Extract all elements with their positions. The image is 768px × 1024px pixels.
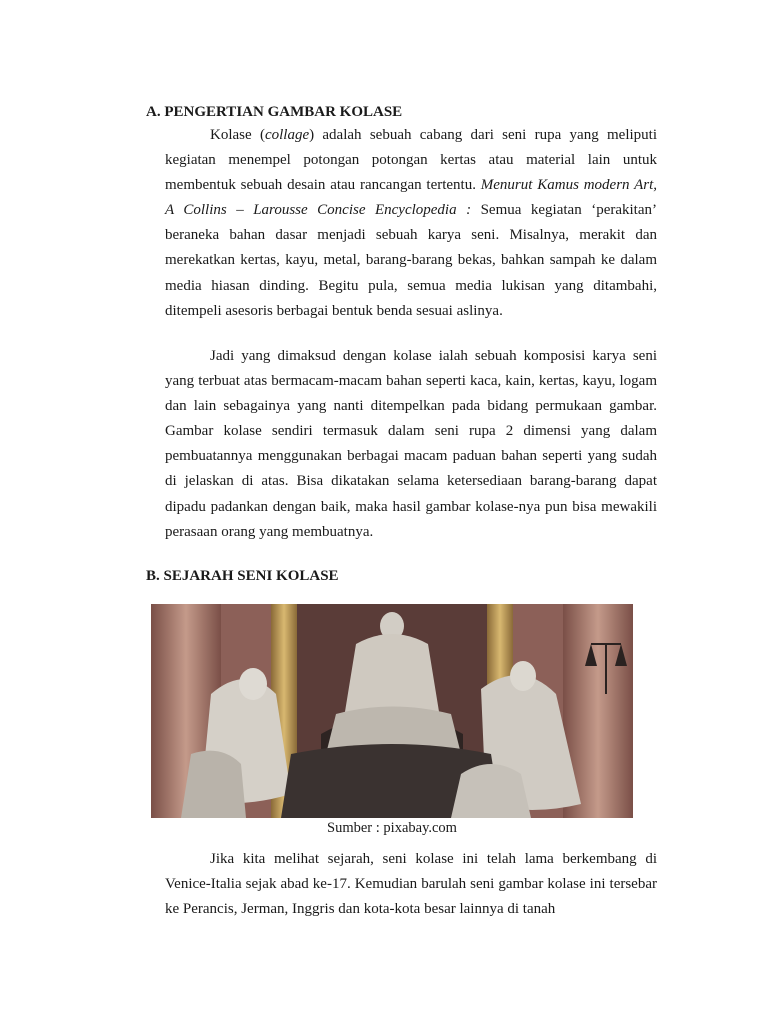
p1-text-3: ) adalah sebuah cabang dari seni rupa yang meliputi kegiatan menempel potongan potongan kertas atau material lain untuk membentuk sebuah desain atau rancangan tertentu. <box>165 127 657 194</box>
section-b-heading: B. SEJARAH SENI KOLASE <box>146 568 339 584</box>
p1-text-1: Kolase ( <box>210 127 265 143</box>
p1-text-5: Semua kegiatan ‘perakitan’ beraneka bahan dasar menjadi sebuah karya seni. Misalnya, merakit dan merekatkan kertas, kayu, metal, barang-barang bekas, bahkan sampah ke dalam media hiasan dinding. Begitu pula, semua media lukisan yang ditambahi, ditempeli asesoris berbagai bentuk benda sesuai aslinya. <box>165 202 657 319</box>
p3-text: Jika kita melihat sejarah, seni kolase ini telah lama berkembang di Venice-Italia sejak abad ke-17. Kemudian barulah seni gambar kolase ini tersebar ke Perancis, Jerman, Inggris dan kota-kota besar lainnya di tanah <box>165 851 657 918</box>
p1-text-2: collage <box>264 127 310 143</box>
photo-caption: Sumber : pixabay.com <box>327 820 457 836</box>
sculpture-illustration <box>151 604 633 818</box>
paragraph-2 <box>165 344 657 545</box>
p2-text: Jadi yang dimaksud dengan kolase ialah sebuah komposisi karya seni yang terbuat atas bermacam-macam bahan seperti kaca, kain, kertas, kayu, logam dan lain sebagainya yang nanti ditempelkan pada bidang permukaan gambar. Gambar kolase sendiri termasuk dalam seni rupa 2 dimensi yang dalam pembuatannya menggunakan berbagai macam paduan bahan seperti yang sudah di jelaskan di atas. Bisa dikatakan selama ketersediaan barang-barang dapat dipadu padankan dengan baik, maka hasil gambar kolase-nya pun bisa mewakili perasaan orang yang membuatnya. <box>165 348 657 540</box>
section-a-heading: A. PENGERTIAN GAMBAR KOLASE <box>146 104 403 120</box>
paragraph-3 <box>165 847 657 922</box>
paragraph-1 <box>165 123 657 324</box>
p1-text-4: Menurut Kamus modern Art, A Collins – Larousse Concise Encyclopedia : <box>165 177 657 219</box>
sculpture-photo <box>151 604 633 818</box>
